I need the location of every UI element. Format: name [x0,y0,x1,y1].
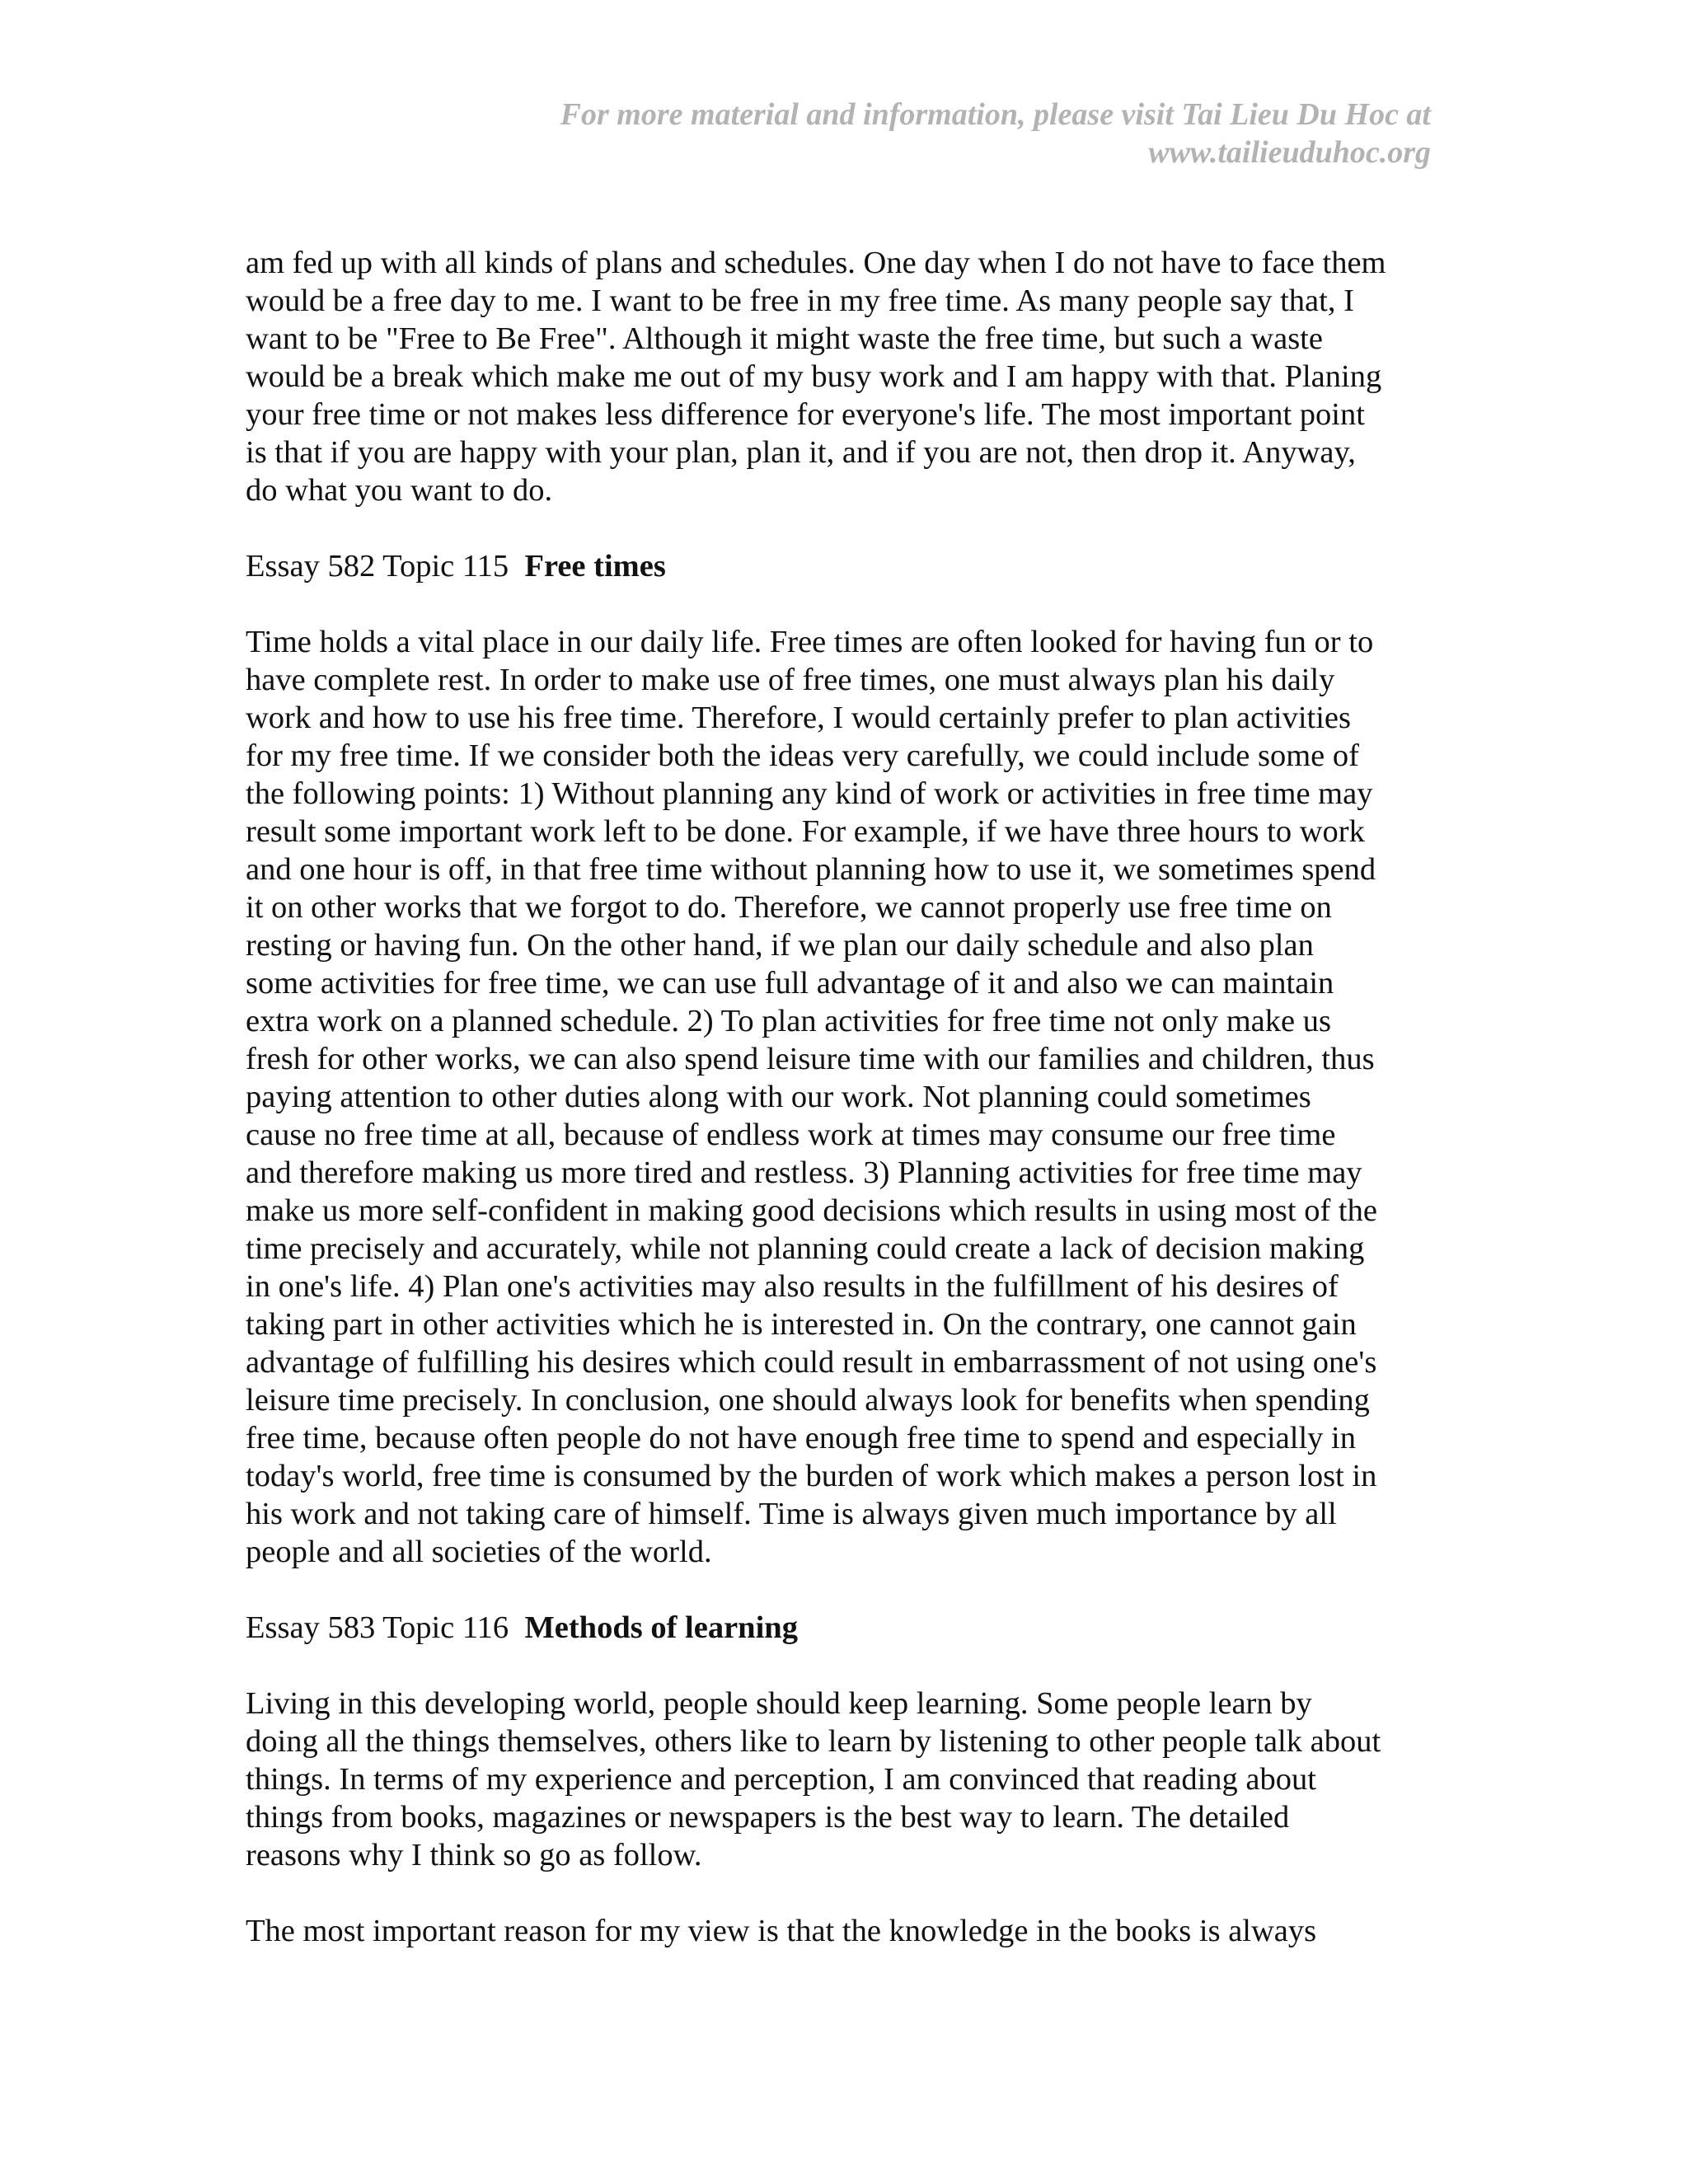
text-line: paying attention to other duties along with our work. Not planning could sometimes [246,1080,1311,1114]
essay-title: Methods of learning [524,1610,798,1645]
text-line: advantage of fulfilling his desires which could result in embarrassment of not using one's [246,1345,1377,1380]
paragraph-methods-reason [246,1912,1432,1950]
text-line: and one hour is off, in that free time without planning how to use it, we sometimes spend [246,852,1376,887]
text-line: for my free time. If we consider both the ideas very carefully, we could include some of [246,738,1359,773]
text-line: am fed up with all kinds of plans and schedules. One day when I do not have to face them [246,246,1386,280]
text-line: free time, because often people do not have enough free time to spend and especially in [246,1421,1356,1455]
text-line: reasons why I think so go as follow. [246,1838,702,1872]
text-line: have complete rest. In order to make use of free times, one must always plan his daily [246,663,1335,697]
text-line: want to be "Free to Be Free". Although it might waste the free time, but such a waste [246,321,1323,356]
text-line: make us more self-confident in making good decisions which results in using most of the [246,1193,1377,1228]
text-line: his work and not taking care of himself. Time is always given much importance by all [246,1497,1337,1531]
paragraph-free-times [246,623,1432,1571]
essay-heading-582 [246,547,1432,585]
text-line: fresh for other works, we can also spend leisure time with our families and children, thus [246,1042,1375,1076]
document-body [246,244,1432,1988]
text-line: cause no free time at all, because of endless work at times may consume our free time [246,1118,1336,1152]
text-line: your free time or not makes less difference for everyone's life. The most important point [246,397,1365,432]
text-line: it on other works that we forgot to do. Therefore, we cannot properly use free time on [246,890,1332,925]
text-line: extra work on a planned schedule. 2) To plan activities for free time not only make us [246,1004,1331,1038]
text-line: The most important reason for my view is that the knowledge in the books is always [246,1914,1317,1948]
text-line: result some important work left to be done. For example, if we have three hours to work [246,814,1365,849]
text-line: do what you want to do. [246,473,553,508]
paragraph-methods-intro [246,1685,1432,1874]
page-header-watermark [442,96,1431,171]
text-line: work and how to use his free time. Therefore, I would certainly prefer to plan activities [246,701,1351,735]
text-line: things. In terms of my experience and perception, I am convinced that reading about [246,1762,1316,1797]
text-line: time precisely and accurately, while not planning could create a lack of decision making [246,1231,1365,1266]
header-line-1: For more material and information, please visit Tai Lieu Du Hoc at [560,97,1431,132]
text-line: the following points: 1) Without planning any kind of work or activities in free time may [246,776,1373,811]
text-line: doing all the things themselves, others like to learn by listening to other people talk about [246,1724,1381,1759]
text-line: is that if you are happy with your plan, plan it, and if you are not, then drop it. Anyway, [246,435,1356,470]
text-line: Living in this developing world, people should keep learning. Some people learn by [246,1686,1312,1721]
text-line: some activities for free time, we can use full advantage of it and also we can maintain [246,966,1334,1001]
text-line: would be a free day to me. I want to be free in my free time. As many people say that, I [246,284,1354,318]
text-line: leisure time precisely. In conclusion, one should always look for benefits when spending [246,1383,1370,1418]
essay-label: Essay 583 Topic 116 [246,1610,509,1645]
text-line: and therefore making us more tired and restless. 3) Planning activities for free time may [246,1155,1362,1190]
paragraph-continuation [246,244,1432,509]
text-line: taking part in other activities which he is interested in. On the contrary, one cannot gain [246,1307,1357,1342]
essay-title: Free times [524,549,666,583]
text-line: would be a break which make me out of my busy work and I am happy with that. Planing [246,359,1382,394]
text-line: Time holds a vital place in our daily life. Free times are often looked for having fun or to [246,625,1374,659]
essay-label: Essay 582 Topic 115 [246,549,509,583]
header-link-url[interactable]: www.tailieuduhoc.org [1148,135,1431,170]
essay-heading-583 [246,1609,1432,1647]
text-line: things from books, magazines or newspapers is the best way to learn. The detailed [246,1800,1290,1835]
text-line: resting or having fun. On the other hand, if we plan our daily schedule and also plan [246,928,1314,963]
text-line: today's world, free time is consumed by the burden of work which makes a person lost in [246,1459,1377,1493]
text-line: in one's life. 4) Plan one's activities may also results in the fulfillment of his desires of [246,1269,1339,1304]
text-line: people and all societies of the world. [246,1535,712,1569]
